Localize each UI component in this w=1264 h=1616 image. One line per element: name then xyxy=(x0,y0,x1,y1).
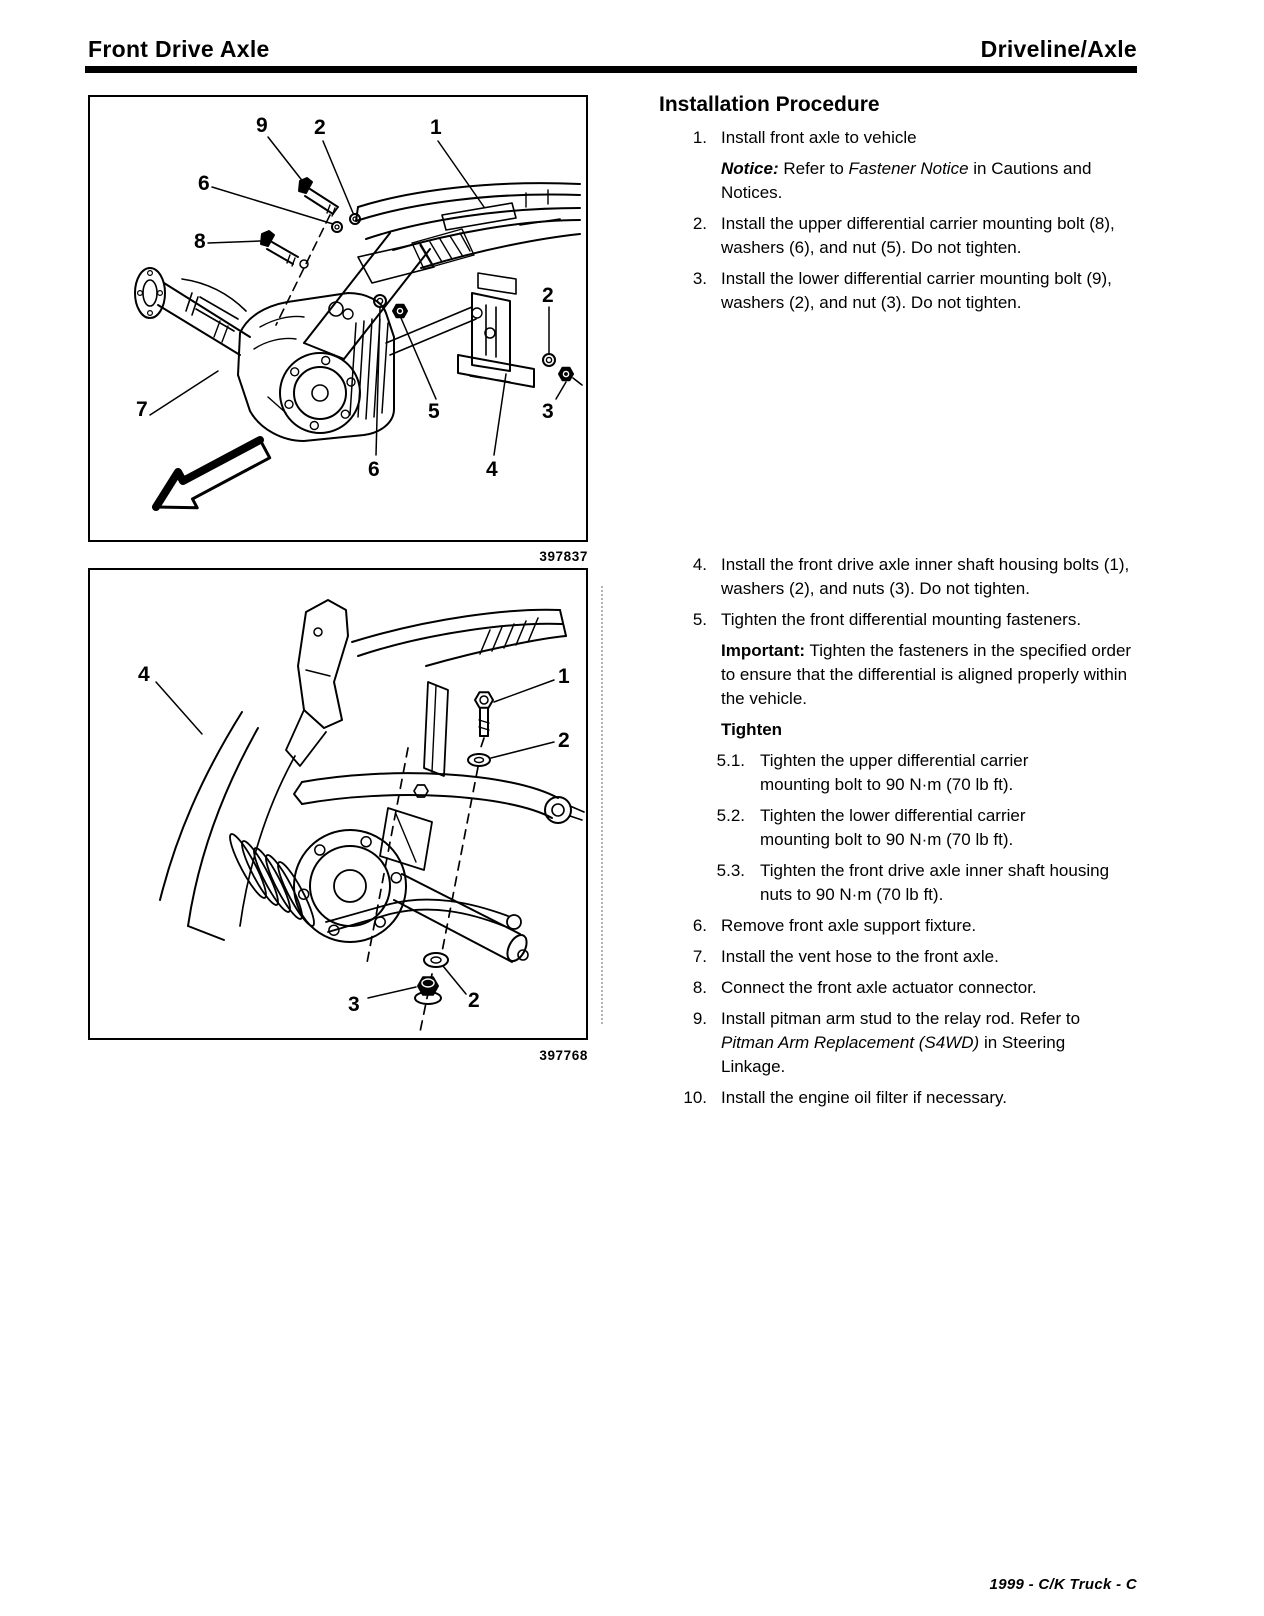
step-number: 6. xyxy=(692,916,707,935)
page-footer: 1999 - C/K Truck - C xyxy=(989,1576,1137,1593)
tighten-subhead: Tighten xyxy=(721,720,783,739)
substep-number: 5.3. xyxy=(716,861,745,880)
leader-lines xyxy=(156,680,554,998)
figure-inner-shaft-housing xyxy=(88,568,588,1040)
page-title-right: Driveline/Axle xyxy=(980,36,1137,62)
step-text: Connect the front axle actuator connector. xyxy=(721,978,1037,997)
step-text: Install pitman arm stud to the relay rod. Refer to Pitman Arm Replacement (S4WD) in Steering Linkage. xyxy=(721,1009,1081,1076)
figure-front-axle-mounting xyxy=(88,95,588,542)
inner-shaft-diagram xyxy=(90,570,586,1038)
substep-number: 5.1. xyxy=(716,751,745,770)
substep-number: 5.2. xyxy=(716,806,745,825)
washer-and-nut xyxy=(543,354,582,385)
step-text: Install front axle to vehicle xyxy=(721,128,917,147)
bottom-fasteners xyxy=(415,953,448,1004)
mount-pad-hatching xyxy=(412,229,474,269)
frame-rail xyxy=(356,183,580,294)
scan-artifact-dotted-line xyxy=(601,586,603,1024)
step-4 xyxy=(659,553,1141,601)
step-text: Install the vent hose to the front axle. xyxy=(721,947,999,966)
front-axle-diagram xyxy=(90,97,586,540)
step-9 xyxy=(659,1007,1141,1079)
step-number: 3. xyxy=(692,269,707,288)
step-text: Install the engine oil filter if necessary. xyxy=(721,1088,1007,1107)
fig2-callout-3: 3 xyxy=(348,993,360,1016)
fig1-callout-3: 3 xyxy=(542,400,554,423)
section-heading: Installation Procedure xyxy=(659,93,880,116)
step-2 xyxy=(659,212,1141,260)
step-5 xyxy=(659,608,1141,632)
step-number: 8. xyxy=(692,978,707,997)
step-text: Install the lower differential carrier mounting bolt (9), washers (2), and nut (3). Do not tighten. xyxy=(721,269,1112,312)
support-arm xyxy=(294,773,584,870)
fig1-callout-1: 1 xyxy=(430,116,442,139)
fig1-callout-6b: 6 xyxy=(368,458,380,481)
cv-boot xyxy=(225,831,319,929)
step-10 xyxy=(659,1086,1141,1110)
figure-number-397837: 397837 xyxy=(539,549,588,564)
fig1-callout-2b: 2 xyxy=(542,284,554,307)
substep-text: Tighten the front drive axle inner shaft housing nuts to 90 N·m (70 lb ft). xyxy=(760,861,1110,904)
washer-2-upper xyxy=(468,754,490,766)
step-6 xyxy=(659,914,1141,938)
figure-number-397768: 397768 xyxy=(539,1048,588,1063)
support-bracket xyxy=(458,293,534,387)
fig2-callout-2b: 2 xyxy=(468,989,480,1012)
fig1-callout-9: 9 xyxy=(256,114,268,137)
step-text: Install the upper differential carrier mounting bolt (8), washers (6), and nut (5). Do not tighten. xyxy=(721,214,1115,257)
substep-text: Tighten the upper differential carrier mounting bolt to 90 N·m (70 lb ft). xyxy=(760,751,1029,794)
page-title-left: Front Drive Axle xyxy=(88,36,270,62)
step-number: 1. xyxy=(692,128,707,147)
axle-shaft xyxy=(135,268,250,355)
bolt-1 xyxy=(475,692,493,736)
fig1-callout-8: 8 xyxy=(194,230,206,253)
step-8 xyxy=(659,976,1141,1000)
step-number: 4. xyxy=(692,555,707,574)
fig1-callout-6a: 6 xyxy=(198,172,210,195)
differential-carrier xyxy=(238,293,482,441)
bolt-9 xyxy=(299,178,338,216)
step-1 xyxy=(659,126,1141,150)
step-number: 2. xyxy=(692,214,707,233)
procedure-column xyxy=(659,92,1141,1117)
fig2-callout-2a: 2 xyxy=(558,729,570,752)
step-5-3 xyxy=(659,859,1141,907)
fig1-callout-2a: 2 xyxy=(314,116,326,139)
fig2-callout-1: 1 xyxy=(558,665,570,688)
bolt-8 xyxy=(261,231,308,268)
step-number: 10. xyxy=(683,1088,707,1107)
important-paragraph: Important: Tighten the fasteners in the specified order to ensure that the differential is aligned properly within the vehicle. xyxy=(721,641,1132,708)
fender-liner xyxy=(160,712,295,940)
step-3 xyxy=(659,267,1141,315)
fig1-callout-7: 7 xyxy=(136,398,148,421)
fig2-callout-4: 4 xyxy=(138,663,150,686)
washers-upper xyxy=(332,214,360,232)
step-text: Tighten the front differential mounting fasteners. xyxy=(721,610,1082,629)
header-rule xyxy=(85,66,1137,73)
substep-text: Tighten the lower differential carrier mounting bolt to 90 N·m (70 lb ft). xyxy=(760,806,1026,849)
output-shaft xyxy=(394,874,530,964)
fig1-callout-5: 5 xyxy=(428,400,440,423)
direction-arrow xyxy=(156,440,270,508)
body-frame-lines xyxy=(352,610,566,776)
step-text: Remove front axle support fixture. xyxy=(721,916,977,935)
step-number: 9. xyxy=(692,1009,707,1028)
step-number: 7. xyxy=(692,947,707,966)
step-5-2 xyxy=(659,804,1141,852)
step-5-1 xyxy=(659,749,1141,797)
upper-bracket xyxy=(286,600,348,766)
fig1-callout-4: 4 xyxy=(486,458,498,481)
step-number: 5. xyxy=(692,610,707,629)
step-text: Install the front drive axle inner shaft housing bolts (1), washers (2), and nuts (3). Do not tighten. xyxy=(721,555,1130,598)
step-7 xyxy=(659,945,1141,969)
notice-paragraph: Notice: Refer to Fastener Notice in Cautions and Notices. xyxy=(721,159,1092,202)
